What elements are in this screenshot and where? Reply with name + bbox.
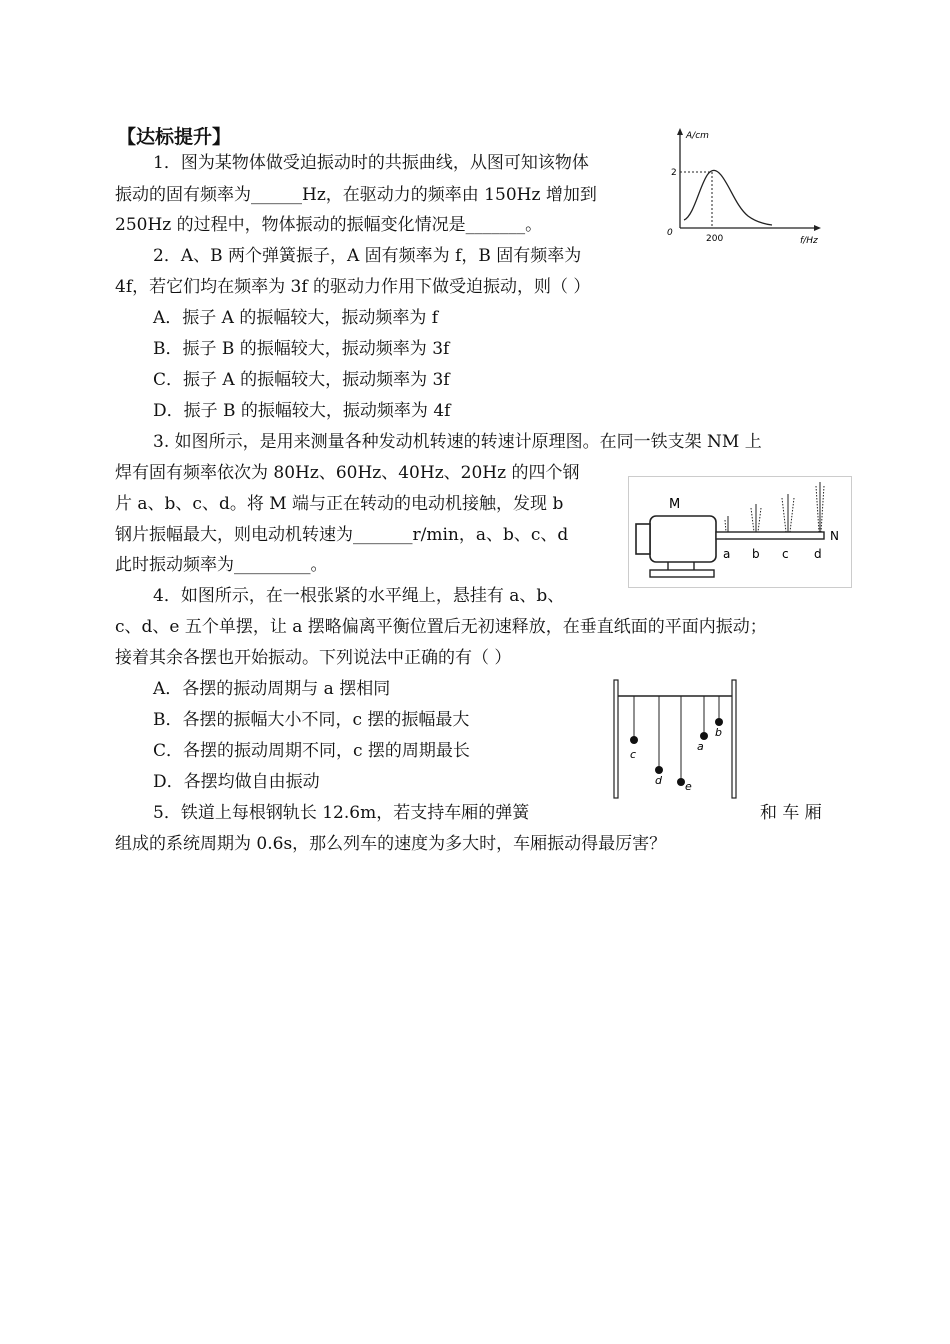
motor-body xyxy=(650,516,716,562)
q1-line-1: 1．图为某物体做受迫振动时的共振曲线，从图可知该物体 xyxy=(153,153,589,173)
iron-bar xyxy=(716,532,824,539)
pendulum-e xyxy=(677,778,685,786)
motor-label: M xyxy=(669,497,681,512)
x-axis-label: f/Hz xyxy=(800,236,818,246)
x-tick-label: 200 xyxy=(706,234,724,244)
q4-option-b: B．各摆的振幅大小不同，c 摆的振幅最大 xyxy=(153,710,470,730)
pendulum-label-e: e xyxy=(685,780,692,793)
section-title: 【达标提升】 xyxy=(117,126,232,148)
end-label: N xyxy=(830,529,839,543)
q2-line-1: 2．A、B 两个弹簧振子，A 固有频率为 f，B 固有频率为 xyxy=(153,246,582,266)
pendulum-d xyxy=(655,766,663,774)
q3-line-5: 此时振动频率为_________。 xyxy=(115,555,328,575)
resonance-curve-figure xyxy=(664,124,824,248)
reed-label-b: b xyxy=(752,547,760,561)
pendulum-c xyxy=(630,736,638,744)
q4-line-2: c、d、e 五个单摆，让 a 摆略偏离平衡位置后无初速释放，在垂直纸面的平面内振动； xyxy=(115,617,767,637)
q3-line-4: 钢片振幅最大，则电动机转速为_______r/min，a、b、c、d xyxy=(115,525,569,545)
pendulum-a xyxy=(700,732,708,740)
q1-line-3: 250Hz 的过程中，物体振动的振幅变化情况是_______。 xyxy=(115,215,543,235)
pendulum-label-d: d xyxy=(655,774,662,787)
q3-line-3: 片 a、b、c、d。将 M 端与正在转动的电动机接触，发现 b xyxy=(115,494,564,514)
y-axis-label: A/cm xyxy=(686,131,709,141)
q2-option-c: C．振子 A 的振幅较大，振动频率为 3f xyxy=(153,370,450,390)
q5-line-2: 组成的系统周期为 0.6s，那么列车的速度为多大时，车厢振动得最厉害？ xyxy=(115,834,667,854)
pendulum-label-b: b xyxy=(715,726,722,739)
reed-label-c: c xyxy=(782,547,789,561)
resonance-curve xyxy=(684,170,772,225)
q4-line-1: 4．如图所示，在一根张紧的水平绳上，悬挂有 a、b、 xyxy=(153,586,565,606)
pendulums-figure xyxy=(604,676,744,800)
pendulum-b xyxy=(715,718,723,726)
tachometer-figure xyxy=(628,476,852,588)
q4-option-c: C．各摆的振动周期不同，c 摆的周期最长 xyxy=(153,741,470,761)
q4-line-3: 接着其余各摆也开始振动。下列说法中正确的有（ ） xyxy=(115,648,512,668)
q2-option-a: A．振子 A 的振幅较大，振动频率为 f xyxy=(153,308,439,328)
pendulum-label-c: c xyxy=(630,748,637,761)
q5-line-1: 5．铁道上每根钢轨长 12.6m，若支持车厢的弹簧 xyxy=(153,803,530,823)
q3-line-2: 焊有固有频率依次为 80Hz、60Hz、40Hz、20Hz 的四个钢 xyxy=(115,463,580,483)
q5-line-1-end: 和 车 厢 xyxy=(760,803,822,823)
reed-label-d: d xyxy=(814,547,822,561)
origin-label: 0 xyxy=(667,228,673,238)
q1-line-2: 振动的固有频率为______Hz，在驱动力的频率由 150Hz 增加到 xyxy=(115,185,597,205)
q3-line-1: 3. 如图所示，是用来测量各种发动机转速的转速计原理图。在同一铁支架 NM 上 xyxy=(153,432,762,452)
q2-line-2: 4f，若它们均在频率为 3f 的驱动力作用下做受迫振动，则（ ） xyxy=(115,277,591,297)
q4-option-a: A．各摆的振动周期与 a 摆相同 xyxy=(153,679,391,699)
q2-option-d: D．振子 B 的振幅较大，振动频率为 4f xyxy=(153,401,451,421)
q2-option-b: B．振子 B 的振幅较大，振动频率为 3f xyxy=(153,339,450,359)
pendulum-label-a: a xyxy=(697,740,704,753)
steel-reeds xyxy=(725,482,824,532)
y-tick-label: 2 xyxy=(671,168,677,178)
q4-option-d: D．各摆均做自由振动 xyxy=(153,772,320,792)
reed-label-a: a xyxy=(723,547,731,561)
